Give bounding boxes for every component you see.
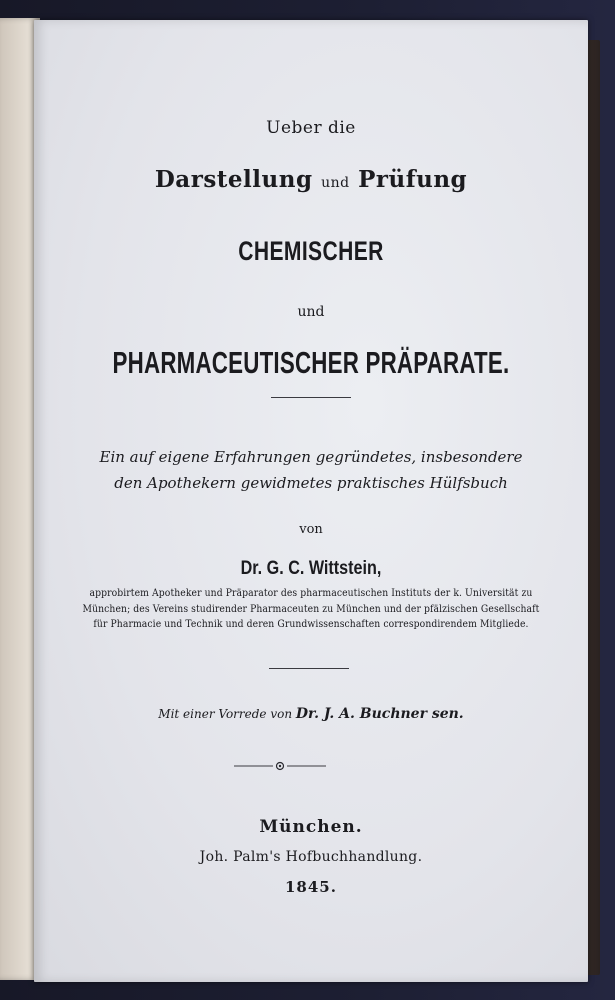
subtitle-line-1: Ein auf eigene Erfahrungen gegründetes, insbesondere xyxy=(99,448,523,466)
title-word-pruefung: Prüfung xyxy=(358,166,468,193)
author-name: Dr. G. C. Wittstein, xyxy=(240,558,382,579)
title-line-1 xyxy=(34,166,588,193)
publication-city: München. xyxy=(259,817,363,837)
divider-rule xyxy=(271,397,351,398)
und-connector: und xyxy=(297,304,325,320)
subtitle-line-2: den Apothekern gewidmetes praktisches Hülfsbuch xyxy=(114,474,508,492)
preface-author: Dr. J. A. Buchner sen. xyxy=(295,706,464,722)
title-line-3: PHARMACEUTISCHER PRÄPARATE. xyxy=(112,345,510,380)
preface-credit xyxy=(34,706,588,722)
ornament-divider xyxy=(34,758,588,774)
von-text: von xyxy=(299,522,323,537)
credentials-line-3: für Pharmacie und Technik und deren Grundwissenschaften correspondirendem Mitgliede. xyxy=(93,618,529,630)
publication-year: 1845. xyxy=(285,878,337,896)
preface-prefix: Mit einer Vorrede von xyxy=(158,707,293,721)
title-line-2: CHEMISCHER xyxy=(238,236,384,266)
credentials-line-1: approbirtem Apotheker und Präparator des pharmaceutischen Instituts der k. Universität zu xyxy=(89,587,533,599)
title-page xyxy=(34,20,588,982)
publisher-name: Joh. Palm's Hofbuchhandlung. xyxy=(199,849,423,865)
divider-rule xyxy=(269,668,349,669)
intro-text: Ueber die xyxy=(266,118,356,138)
title-word-darstellung: Darstellung xyxy=(154,166,313,193)
title-word-und: und xyxy=(321,175,350,191)
credentials-line-2: München; des Vereins studirender Pharmaceuten zu München und der pfälzischen Gesellschaft xyxy=(82,603,540,615)
